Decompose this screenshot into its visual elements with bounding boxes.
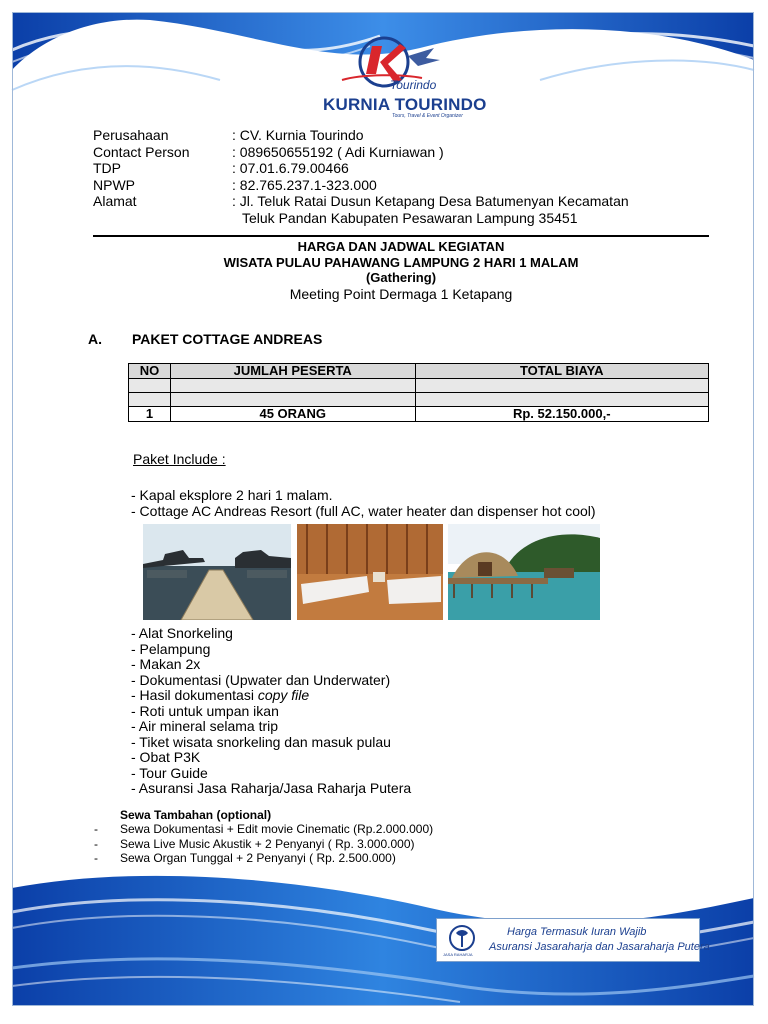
list-item: - Dokumentasi (Upwater dan Underwater) [131,671,391,688]
list-dash: - [94,851,98,865]
info-value: : Jl. Teluk Ratai Dusun Ketapang Desa Batumenyan Kecamatan [232,193,629,209]
table-cell [170,393,415,407]
table-cell: Rp. 52.150.000,- [415,407,709,422]
meeting-point: Meeting Point Dermaga 1 Ketapang [289,286,513,302]
table-header-row [129,364,709,379]
info-label: NPWP [93,176,135,193]
table-header: NO [129,364,171,379]
list-dash: - [94,836,98,851]
jasa-raharja-logo-text: JASA RAHARJA [443,952,473,957]
table-cell [129,393,171,407]
table-cell [170,379,415,393]
list-item: - Asuransi Jasa Raharja/Jasa Raharja Putera [131,780,412,796]
doc-title-line1: HARGA DAN JADWAL KEGIATAN [297,239,505,254]
list-item-text: Sewa Dokumentasi + Edit movie Cinematic (Rp.2.000.000) [120,822,434,836]
info-label: Contact Person [93,143,190,160]
price-table [128,363,709,422]
list-item: - Tour Guide [131,764,208,781]
list-item: - Obat P3K [131,749,201,765]
photo-jetty [143,524,291,620]
sewa-heading: Sewa Tambahan (optional) [120,808,272,822]
section-title: PAKET COTTAGE ANDREAS [132,331,323,347]
include-heading: Paket Include : [133,451,226,467]
info-label: Perusahaan [93,127,169,143]
section-letter: A. [88,331,102,347]
table-spacer-row [129,379,709,393]
logo-small-text: Tourindo [390,78,437,92]
insurance-badge [436,918,710,962]
list-item: - Kapal eksplore 2 hari 1 malam. [131,487,333,503]
photo-cottage-room [297,524,443,620]
list-item-italic: copy file [257,687,310,703]
badge-line2: Asuransi Jasaraharja dan Jasaraharja Putera [489,941,710,953]
address-continuation: Teluk Pandan Kabupaten Pesawaran Lampung 35451 [242,209,578,226]
list-item: - Tiket wisata snorkeling dan masuk pulau [131,733,391,750]
table-header: TOTAL BIAYA [415,364,709,379]
photo-overwater-cottage [448,524,600,620]
list-item-text: Sewa Live Music Akustik + 2 Penyanyi ( Rp. 3.000.000) [120,836,415,851]
list-item: - Alat Snorkeling [131,625,233,641]
table-row [129,407,709,422]
list-item [131,688,411,704]
table-spacer-row [129,393,709,407]
header-divider [93,235,709,237]
list-dash: - [94,822,98,836]
info-value: : 82.765.237.1-323.000 [232,176,377,193]
doc-title-line2: WISATA PULAU PAHAWANG LAMPUNG 2 HARI 1 MALAM [223,255,579,270]
list-item-text: Sewa Organ Tunggal + 2 Penyanyi ( Rp. 2.500.000) [120,851,396,865]
logo-tagline: Tours, Travel & Event Organizer [392,113,463,119]
table-header: JUMLAH PESERTA [170,364,415,379]
info-label: TDP [93,160,121,176]
info-value: : 089650655192 ( Adi Kurniawan ) [232,143,444,160]
list-item: - Air mineral selama trip [131,718,279,734]
info-label: Alamat [93,193,137,209]
badge-line1: Harga Termasuk Iuran Wajib [507,926,647,938]
list-item: - Roti untuk umpan ikan [131,702,279,719]
doc-title-line3: (Gathering) [365,270,437,285]
table-cell: 45 ORANG [170,407,415,422]
info-value: : 07.01.6.79.00466 [232,160,349,176]
logo-brand-name: KURNIA TOURINDO [323,95,487,114]
include-list-bottom [131,626,411,797]
info-value: : CV. Kurnia Tourindo [232,127,364,143]
table-cell: 1 [129,407,171,422]
table-cell [129,379,171,393]
list-item: - Pelampung [131,640,211,657]
table-cell [415,379,709,393]
list-item: - Cottage AC Andreas Resort (full AC, water heater dan dispenser hot cool) [131,502,596,519]
list-item: - Makan 2x [131,656,201,672]
table-cell [415,393,709,407]
include-list-top [131,488,596,519]
list-item-text: - Hasil dokumentasi [131,687,258,703]
